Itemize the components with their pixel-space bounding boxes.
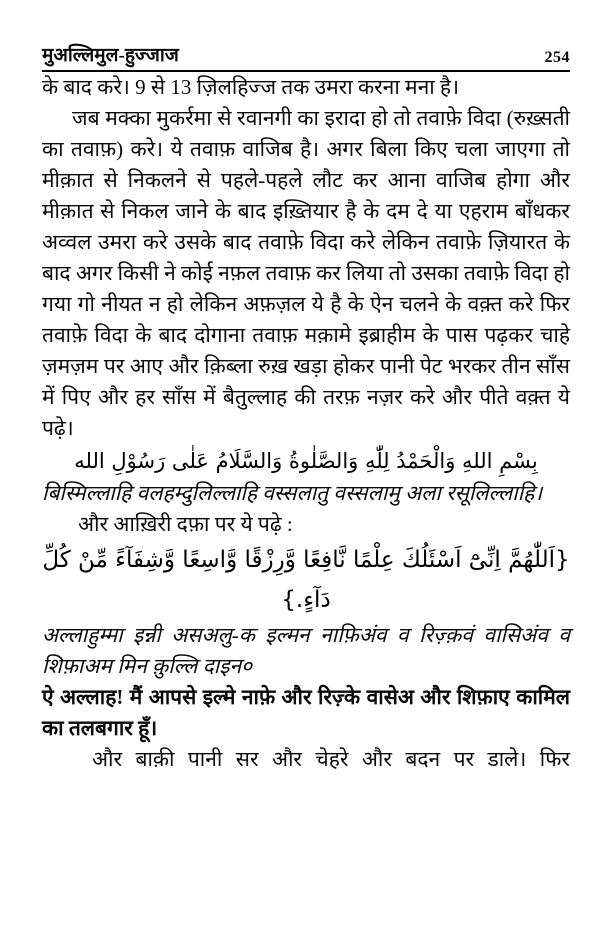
paragraph-tawaf-e-wida: जब मक्का मुकर्रमा से रवानगी का इरादा हो तो तवाफ़े विदा (रुख़्सती का तवाफ़) करे। ये तवाफ़ वाजिब है। अगर बिला किए चला जाएगा तो मीक़ात से निकलने से पहले-पहले लौट कर आना वाजिब होगा और मीक़ात से निकल जाने के बाद इख़्तियार है के दम दे या एहराम बाँधकर अव्वल उमरा करे उसके बाद तवाफ़े विदा करे लेकिन तवाफ़े ज़ियारत के बाद अगर किसी ने कोई नफ़ल तवाफ़ कर लिया तो उसका तवाफ़े विदा हो गया गो नीयत न हो लेकिन अफ़ज़ल ये है के ऐन चलने के वक़्त करे फिर तवाफ़े विदा के बाद दोगाना तवाफ़ मक़ामे इब्राहीम के पास पढ़कर चाहे ज़मज़म पर आए और क़िब्ला रुख़ खड़ा होकर पानी पेट भरकर तीन साँस में पिए और हर साँस में बैतुल्लाह की तरफ़ नज़र करे और पीते वक़्त ये पढ़े। [42,106,570,440]
page-header [42,44,570,72]
dua-translation-bold: ऐ अल्लाह! मैं आपसे इल्मे नाफ़े और रिज़्के वासेअ और शिफ़ाए कामिल का तलबगार हूँ। [42,685,570,740]
paragraph-last-time-instruction: और आख़िरी दफ़ा पर ये पढ़े : [78,512,293,536]
page-number: 254 [544,49,570,66]
book-title: मुअल्लिमुल-हुज्जाज [42,45,179,66]
transliteration-bismillah: बिस्मिल्लाहि वलहम्दुलिल्लाहि वस्सलातु वस्सलामु अला रसूलिल्लाहि। [42,481,543,505]
arabic-dua-line: {اَللّٰهُمَّ اِنِّىْٓ اَسْئَلُكَ عِلْمًا نَّافِعًا وَّرِزْقًا وَّاسِعًا وَّشِفَآءً مِّنْ كُلِّ دَآءٍ.} [42,547,570,613]
paragraph-continuation: के बाद करे। 9 से 13 ज़िलहिज्ज तक उमरा करना मना है। [42,75,460,99]
page-body [42,72,570,775]
paragraph-closing: और बाक़ी पानी सर और चेहरे और बदन पर डाले। फिर [92,747,570,771]
transliteration-dua: अल्लाहुम्मा इन्नी असअलु-क इल्मन नाफ़िअंव व रिज़्क़वं वासिअंव व शिफ़ाअम मिन क़ुल्लि दाइन० [42,623,570,678]
arabic-bismillah-line: بِسْمِ اللهِ وَالْحَمْدُ لِلّٰهِ وَالصَّلٰوةُ وَالسَّلَامُ عَلٰى رَسُوْلِ الله [74,449,538,473]
